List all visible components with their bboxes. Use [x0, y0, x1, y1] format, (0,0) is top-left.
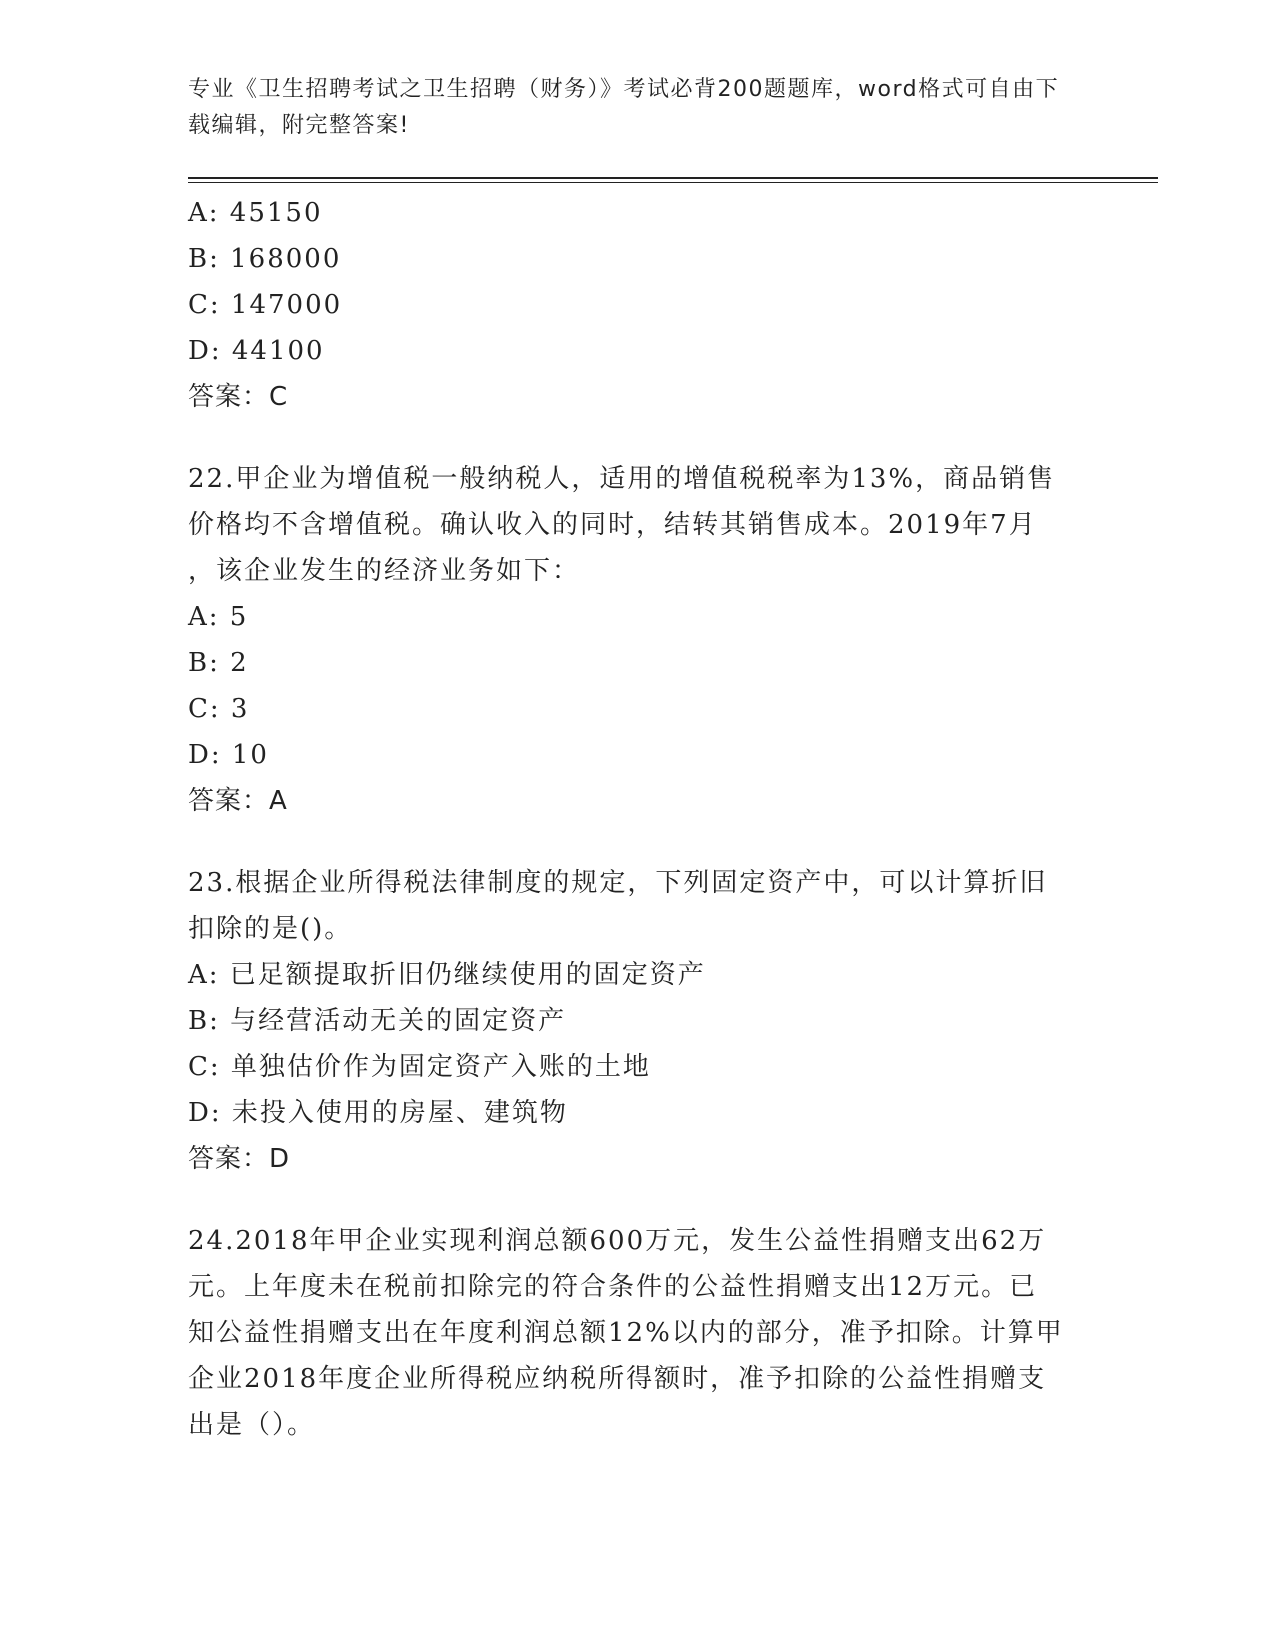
answer: 答案：D [188, 1144, 291, 1174]
option-c: C: 单独估价作为固定资产入账的土地 [188, 1052, 651, 1082]
question-line: 23.根据企业所得税法律制度的规定，下列固定资产中，可以计算折旧 [188, 868, 1048, 898]
question-text [188, 860, 1078, 952]
option-c: C: 3 [188, 694, 250, 724]
option-d: D: 未投入使用的房屋、建筑物 [188, 1098, 568, 1128]
question-line: 知公益性捐赠支出在年度利润总额12%以内的部分，准予扣除。计算甲 [188, 1318, 1064, 1348]
option-c: C: 147000 [188, 290, 343, 320]
option-b: B: 168000 [188, 244, 342, 274]
question-line: 扣除的是()。 [188, 914, 353, 944]
option-b: B: 与经营活动无关的固定资产 [188, 1006, 567, 1036]
option-a: A: 已足额提取折旧仍继续使用的固定资产 [188, 960, 706, 990]
document-header: 专业《卫生招聘考试之卫生招聘（财务）》考试必背200题题库，word格式可自由下载编辑，附完整答案! [188, 77, 1060, 138]
question-line: ，该企业发生的经济业务如下： [188, 556, 581, 586]
header-divider-thin [188, 182, 1158, 183]
answer: 答案：A [188, 786, 288, 816]
option-b: B: 2 [188, 648, 249, 678]
option-d: D: 10 [188, 740, 269, 770]
document-body [188, 190, 1088, 1448]
question-23 [188, 860, 1088, 1182]
question-line: 24.2018年甲企业实现利润总额600万元，发生公益性捐赠支出62万 [188, 1226, 1047, 1256]
question-text [188, 1218, 1078, 1448]
question-21 [188, 190, 1088, 420]
option-a: A: 5 [188, 602, 249, 632]
question-line: 企业2018年度企业所得税应纳税所得额时，准予扣除的公益性捐赠支 [188, 1364, 1047, 1394]
question-line: 出是（）。 [188, 1410, 316, 1440]
header-divider [188, 177, 1158, 179]
question-22 [188, 456, 1088, 824]
question-line: 元。上年度未在税前扣除完的符合条件的公益性捐赠支出12万元。已 [188, 1272, 1038, 1302]
question-line: 22.甲企业为增值税一般纳税人，适用的增值税税率为13%，商品销售 [188, 464, 1056, 494]
answer: 答案：C [188, 382, 289, 412]
question-text [188, 456, 1078, 594]
option-d: D: 44100 [188, 336, 325, 366]
question-24 [188, 1218, 1088, 1448]
option-a: A: 45150 [188, 198, 323, 228]
question-line: 价格均不含增值税。确认收入的同时，结转其销售成本。2019年7月 [188, 510, 1037, 540]
